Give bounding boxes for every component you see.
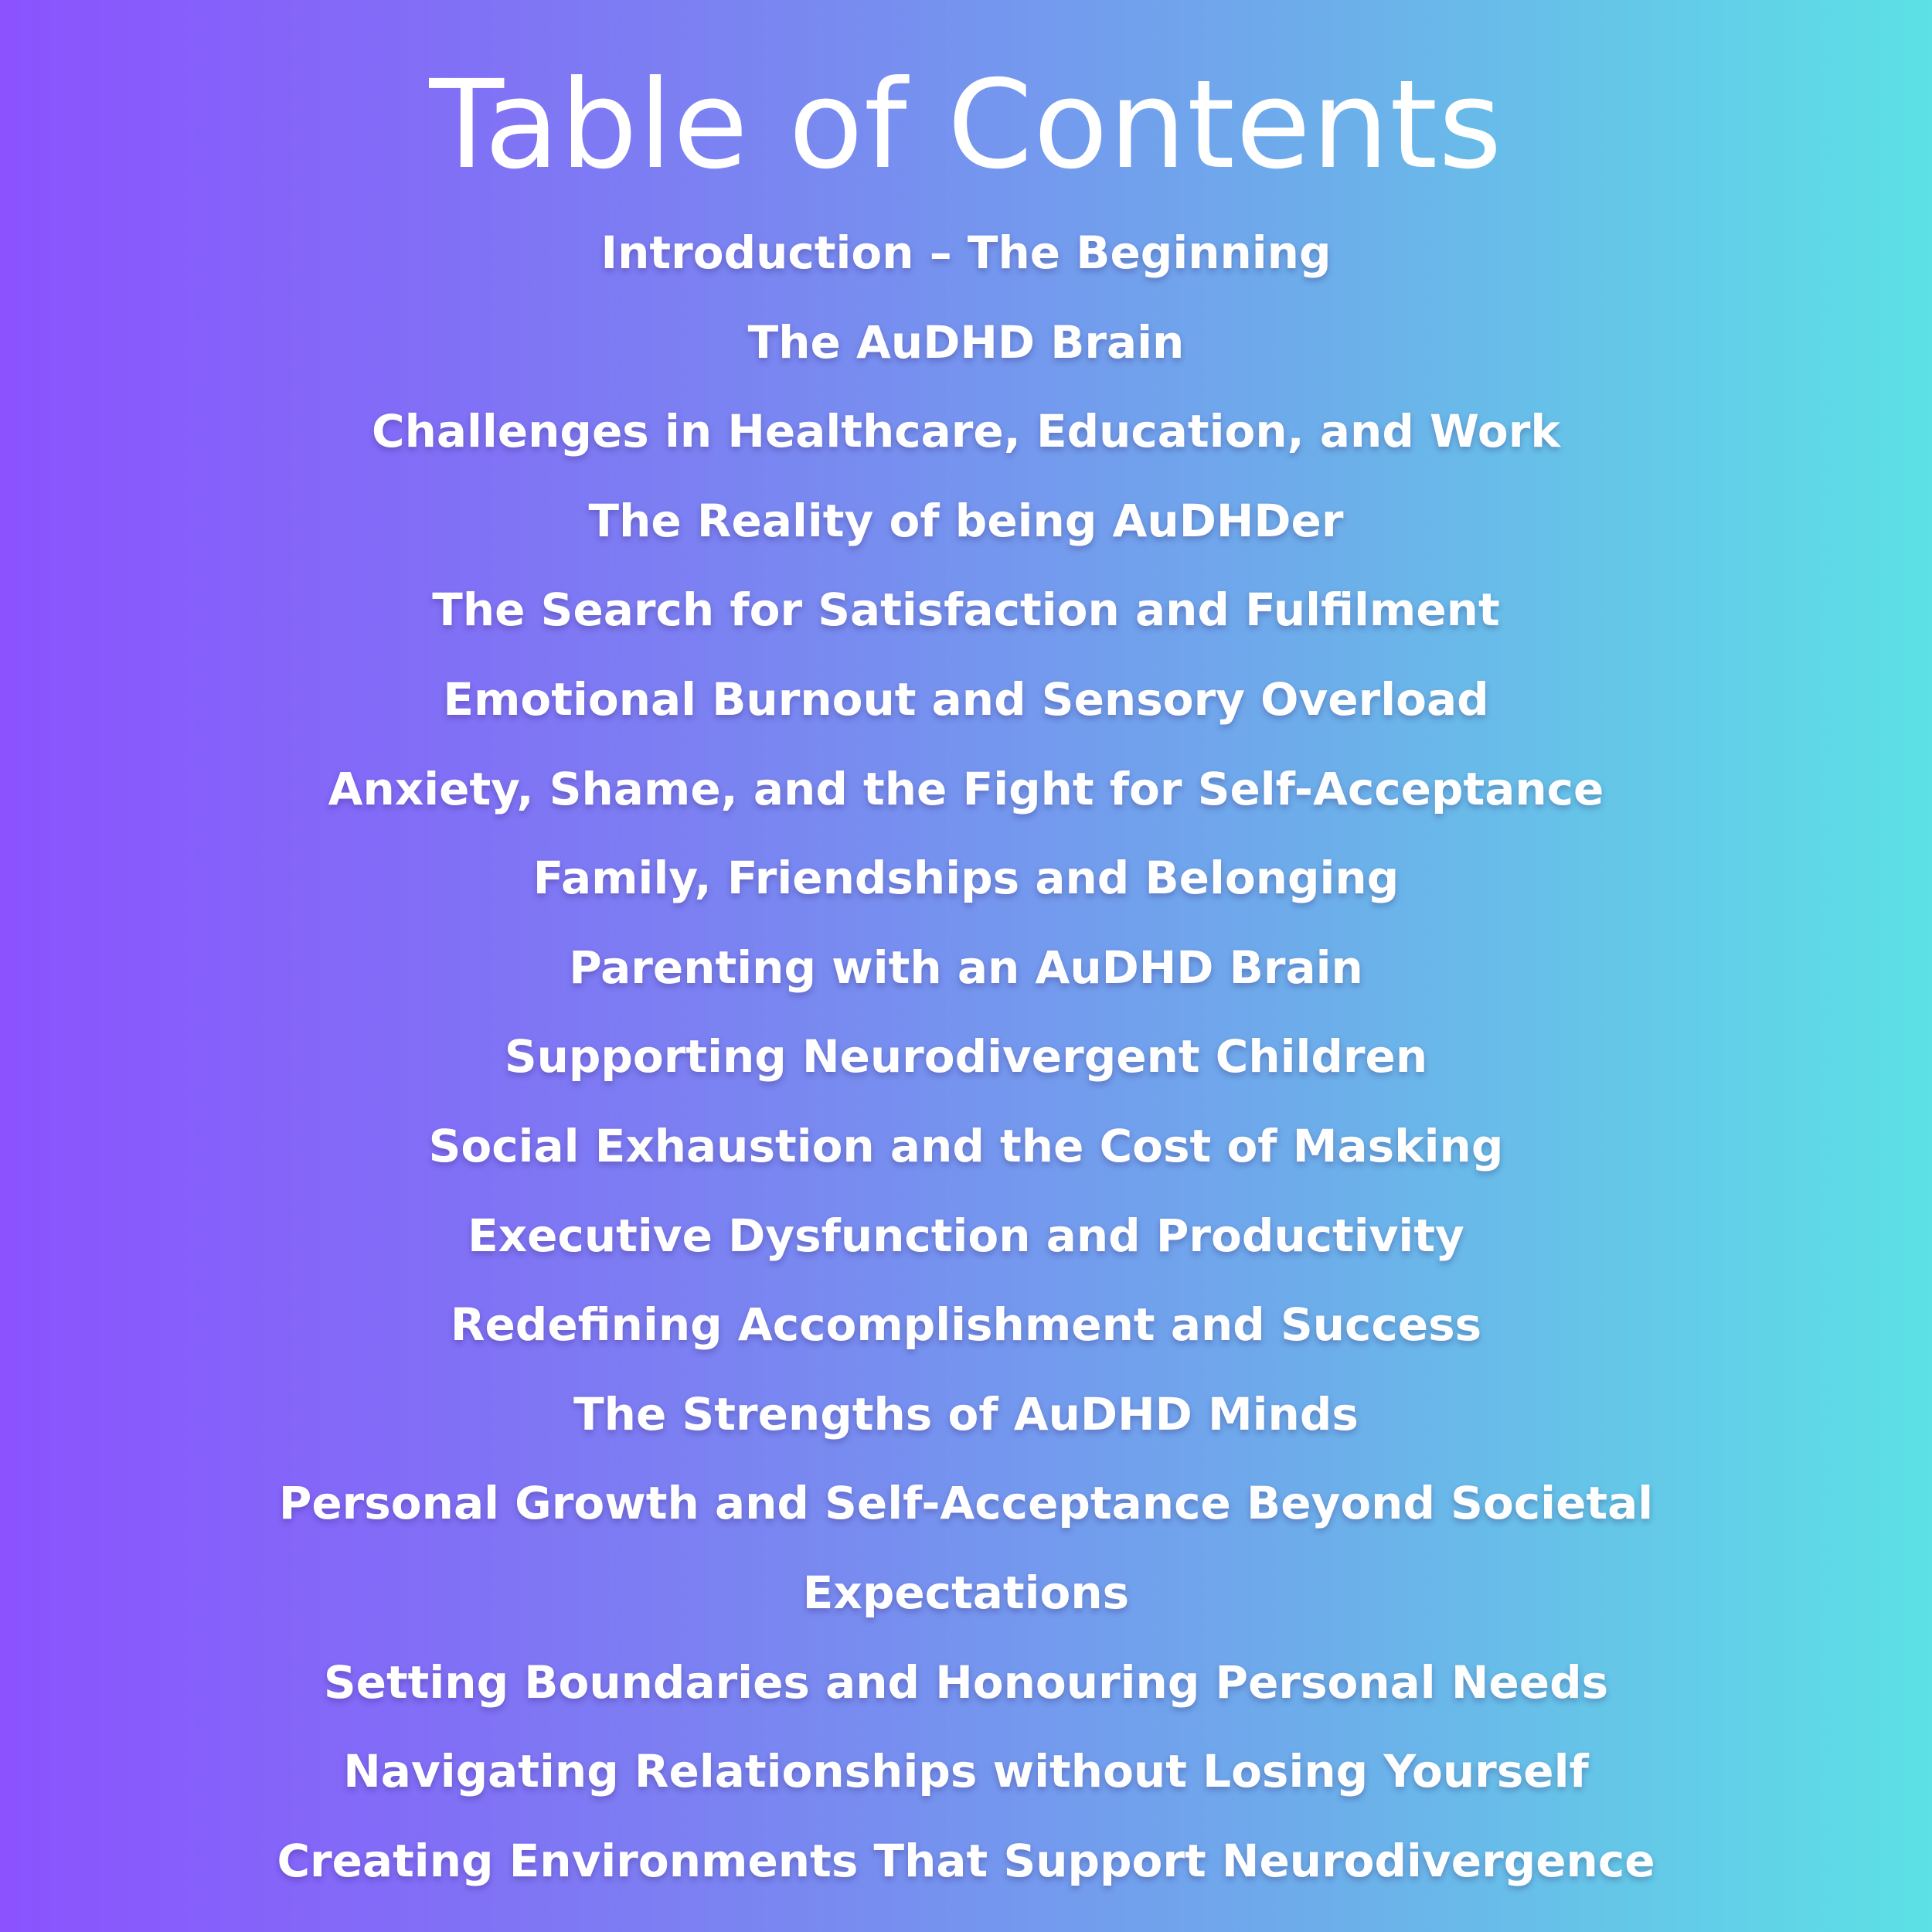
toc-line-social-exhaustion: Social Exhaustion and the Cost of Masking — [428, 1119, 1504, 1172]
toc-line-burnout: Emotional Burnout and Sensory Overload — [443, 672, 1489, 726]
toc-line-executive-dysfunction: Executive Dysfunction and Productivity — [468, 1209, 1464, 1262]
toc-line-audhd-brain: The AuDHD Brain — [747, 315, 1185, 369]
toc-line-challenges: Challenges in Healthcare, Education, and Work — [372, 405, 1560, 458]
toc-line-personal-growth: Personal Growth and Self-Acceptance Beyond Societal — [278, 1477, 1654, 1530]
toc-line-family: Family, Friendships and Belonging — [532, 852, 1400, 905]
toc-line-anxiety-shame: Anxiety, Shame, and the Fight for Self-Acceptance — [328, 762, 1604, 815]
toc-line-reality: The Reality of being AuDHDer — [588, 494, 1344, 547]
toc-list — [0, 209, 1932, 1906]
toc-line-boundaries: Setting Boundaries and Honouring Personal Needs — [323, 1655, 1609, 1709]
toc-line-environments: Creating Environments That Support Neurodivergence — [277, 1834, 1655, 1887]
page-title: Table of Contents — [429, 54, 1503, 196]
toc-line-introduction: Introduction – The Beginning — [600, 226, 1332, 279]
toc-line-strengths: The Strengths of AuDHD Minds — [573, 1387, 1359, 1440]
toc-line-parenting: Parenting with an AuDHD Brain — [569, 940, 1363, 994]
toc-line-relationships: Navigating Relationships without Losing Yourself — [343, 1745, 1589, 1798]
toc-line-search-satisfaction: The Search for Satisfaction and Fulfilment — [432, 583, 1500, 637]
toc-line-personal-growth-continued: Expectations — [802, 1566, 1130, 1619]
toc-line-redefining-success: Redefining Accomplishment and Success — [450, 1298, 1482, 1352]
toc-line-supporting-children: Supporting Neurodivergent Children — [504, 1030, 1428, 1083]
